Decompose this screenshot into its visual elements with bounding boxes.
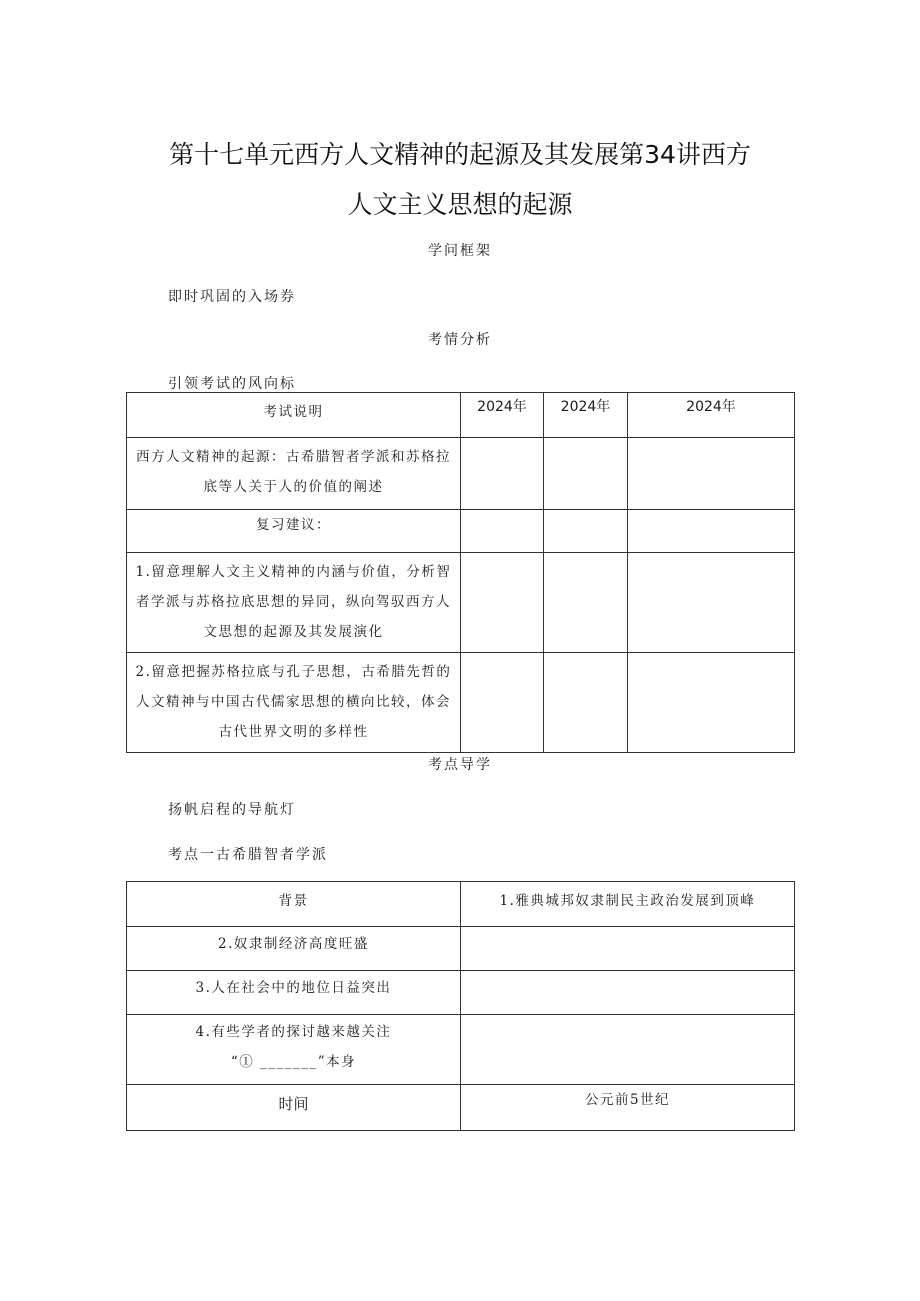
section-point-1: 考点一古希腊智者学派 <box>168 847 328 863</box>
review-advice-1: 1.留意理解人文主义精神的内涵与价值，分析智者学派与苏格拉底思想的异同，纵向驾驭西方人文思想的起源及其发展演化 <box>127 553 461 653</box>
section-consolidate: 即时巩固的入场券 <box>168 289 296 305</box>
review-advice-heading: 复习建议： <box>127 510 461 553</box>
section-guide: 引领考试的风向标 <box>168 376 296 392</box>
background-item-2: 2.奴隶制经济高度旺盛 <box>127 927 461 971</box>
sophist-school-table <box>126 881 795 1131</box>
table-row <box>127 971 795 1015</box>
header-year-1: 2024年 <box>461 393 544 438</box>
table-row <box>127 1015 795 1085</box>
exam-analysis-table <box>126 392 795 753</box>
background-item-4 <box>127 1015 461 1085</box>
table-row <box>127 393 795 438</box>
table-row <box>127 1085 795 1131</box>
background-label: 背景 <box>127 882 461 927</box>
table-row <box>127 882 795 927</box>
table-row <box>127 510 795 553</box>
background-item-3: 3.人在社会中的地位日益突出 <box>127 971 461 1015</box>
header-year-3: 2024年 <box>628 393 795 438</box>
document-title-line-1: 第十七单元西方人文精神的起源及其发展第34讲西方 <box>169 140 751 169</box>
document-title-line-2: 人文主义思想的起源 <box>347 190 573 219</box>
exam-description-cell: 西方人文精神的起源：古希腊智者学派和苏格拉底等人关于人的价值的阐述 <box>127 438 461 510</box>
section-guidance: 考点导学 <box>428 757 492 773</box>
table-row <box>127 438 795 510</box>
background-item-1: 1.雅典城邦奴隶制民主政治发展到顶峰 <box>461 882 795 927</box>
section-navigator: 扬帆启程的导航灯 <box>168 802 296 818</box>
review-advice-2: 2.留意把握苏格拉底与孔子思想，古希腊先哲的人文精神与中国古代儒家思想的横向比较，体会古代世界文明的多样性 <box>127 653 461 753</box>
time-label: 时间 <box>127 1085 461 1131</box>
table-row <box>127 927 795 971</box>
header-year-2: 2024年 <box>544 393 628 438</box>
time-value: 公元前5世纪 <box>461 1085 795 1131</box>
section-framework: 学问框架 <box>428 243 492 259</box>
header-exam-description: 考试说明 <box>127 393 461 438</box>
background-item-4-line-1: 4.有些学者的探讨越来越关注 <box>195 1024 392 1040</box>
section-analysis: 考情分析 <box>428 332 492 348</box>
table-row <box>127 553 795 653</box>
fill-in-blank-1: “① _______”本身 <box>230 1054 357 1070</box>
table-row <box>127 653 795 753</box>
